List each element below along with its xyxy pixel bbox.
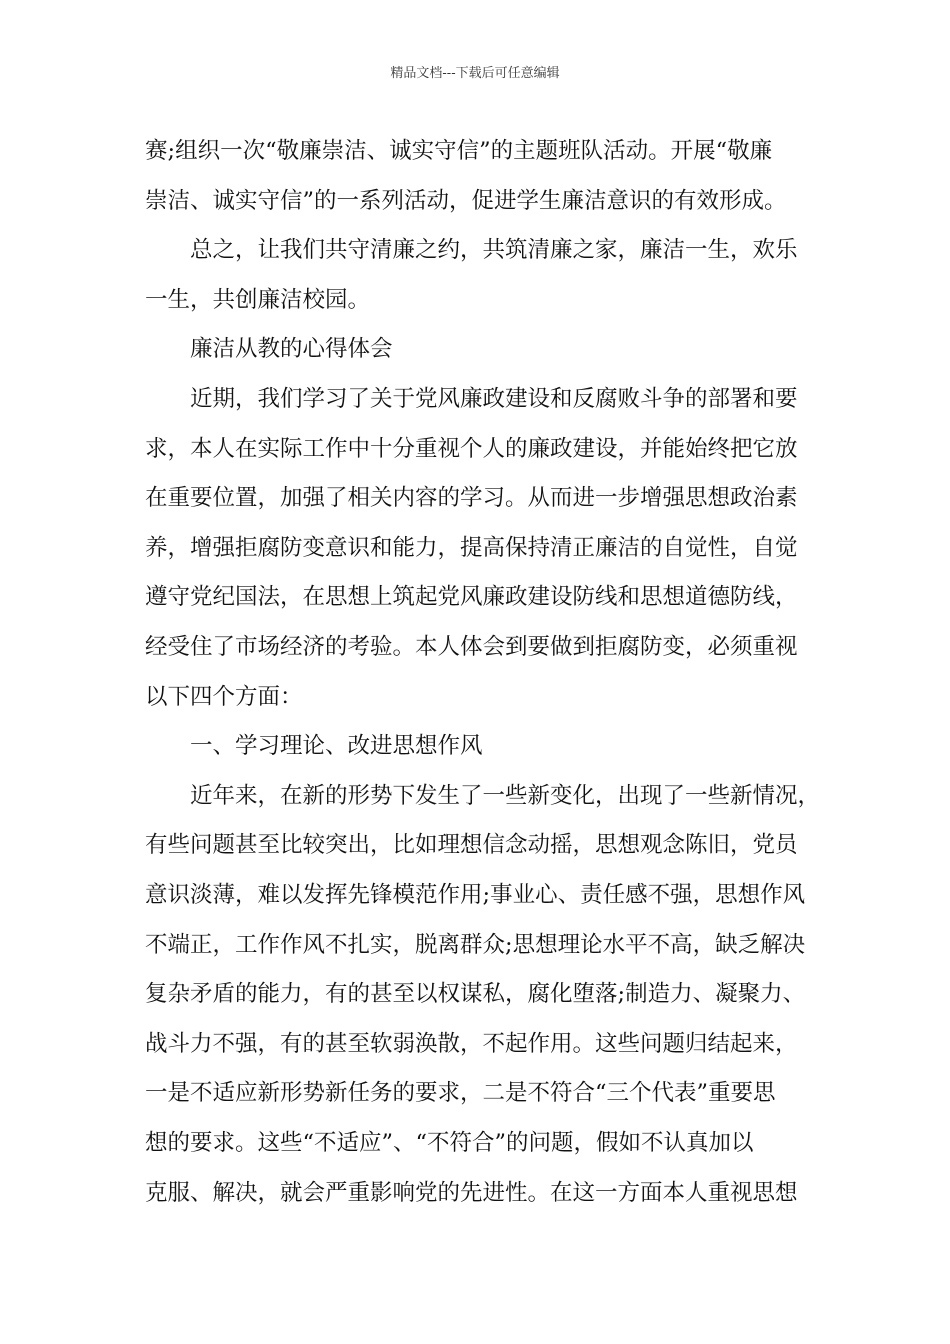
paragraph-first-line: 近期，我们学习了关于党风廉政建设和反腐败斗争的部署和要 (190, 386, 798, 412)
text-line: 有些问题甚至比较突出，比如理想信念动摇，思想观念陈旧，党员 (145, 832, 798, 859)
text-line: 在重要位置，加强了相关内容的学习。从而进一步增强思想政治素 (145, 485, 798, 512)
text-line: 复杂矛盾的能力，有的甚至以权谋私，腐化堕落;制造力、凝聚力、 (145, 981, 806, 1008)
text-line: 经受住了市场经济的考验。本人体会到要做到拒腐防变，必须重视 (145, 634, 798, 660)
text-line: 一生，共创廉洁校园。 (145, 286, 371, 313)
text-line: 崇洁、诚实守信”的一系列活动，促进学生廉洁意识的有效形成。 (145, 187, 787, 214)
text-line: 以下四个方面： (145, 683, 303, 710)
text-line: 战斗力不强，有的甚至软弱涣散，不起作用。这些问题归结起来， (145, 1030, 798, 1057)
text-line: 求，本人在实际工作中十分重视个人的廉政建设，并能始终把它放 (145, 435, 798, 462)
text-line: 养，增强拒腐防变意识和能力，提高保持清正廉洁的自觉性，自觉 (145, 534, 798, 561)
paragraph-first-line: 一、学习理论、改进思想作风 (190, 733, 483, 760)
text-line: 克服、解决，就会严重影响党的先进性。在这一方面本人重视思想 (145, 1179, 798, 1206)
paragraph-first-line: 廉洁从教的心得体会 (190, 336, 393, 363)
text-line: 意识淡薄，难以发挥先锋模范作用;事业心、责任感不强，思想作风 (145, 882, 806, 908)
text-line: 遵守党纪国法，在思想上筑起党风廉政建设防线和思想道德防线， (145, 584, 798, 611)
paragraph-first-line: 总之，让我们共守清廉之约，共筑清廉之家，廉洁一生，欢乐 (190, 237, 798, 264)
page-header: 精品文档---下载后可任意编辑 (390, 66, 560, 81)
text-line: 一是不适应新形势新任务的要求，二是不符合“三个代表”重要思 (145, 1080, 776, 1107)
text-line: 赛;组织一次“敬廉崇洁、诚实守信”的主题班队活动。开展“敬廉 (145, 138, 773, 164)
text-line: 不端正，工作作风不扎实，脱离群众;思想理论水平不高，缺乏解决 (145, 931, 806, 958)
paragraph-first-line: 近年来，在新的形势下发生了一些新变化，出现了一些新情况， (190, 782, 821, 809)
text-line: 想的要求。这些“不适应”、“不符合”的问题，假如不认真加以 (145, 1130, 754, 1156)
